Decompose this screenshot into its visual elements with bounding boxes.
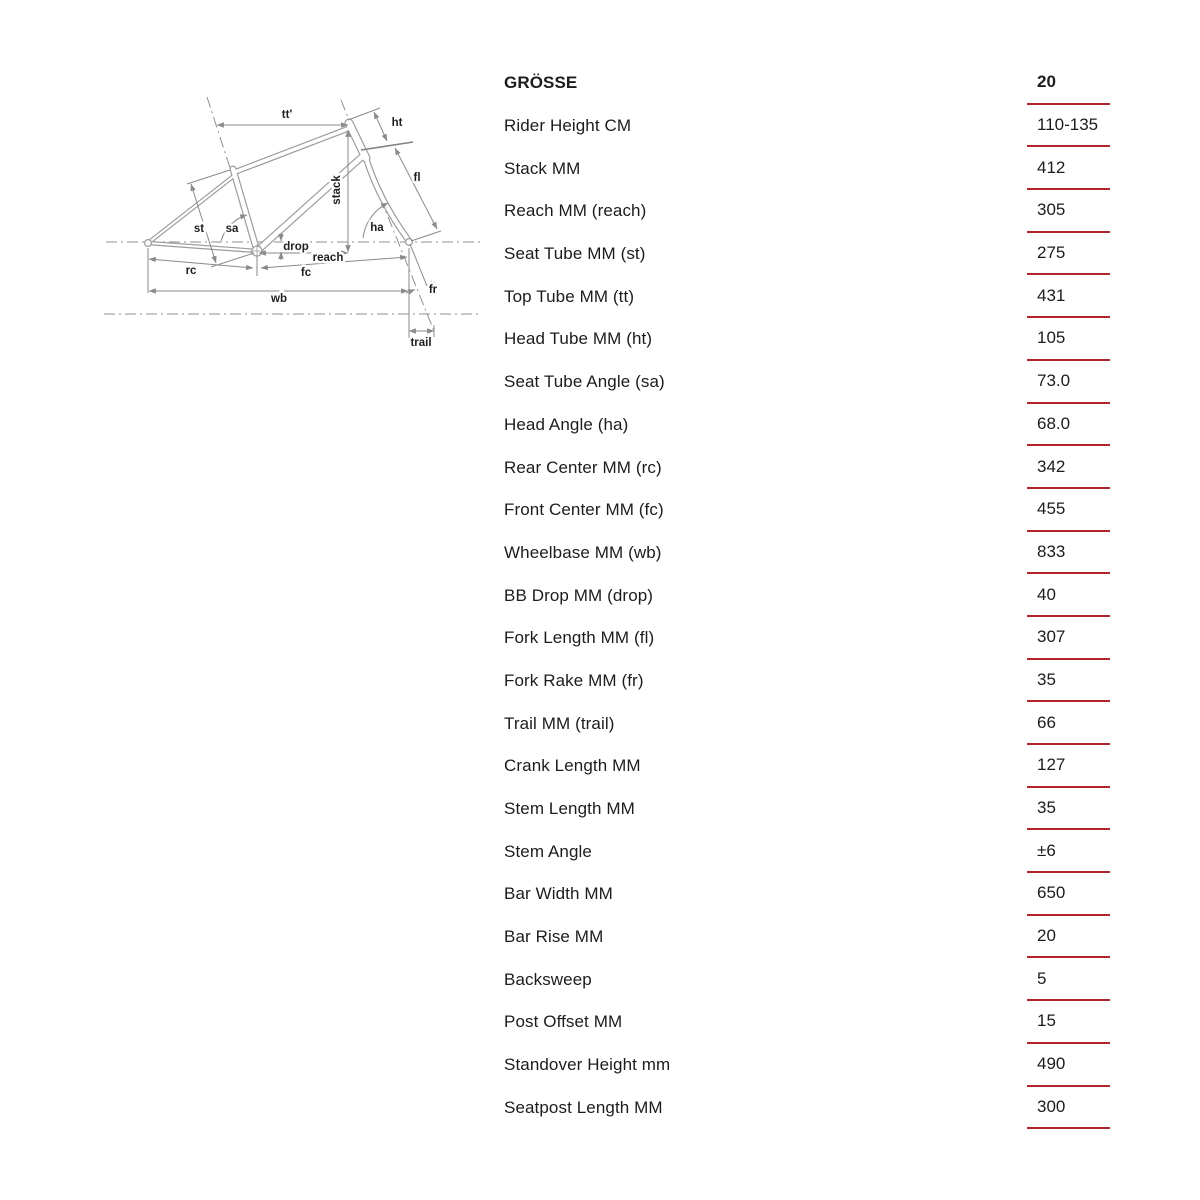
- st-label: st: [193, 223, 205, 235]
- row-value: 66: [1027, 702, 1110, 745]
- fl-label: fl: [413, 172, 421, 184]
- reach-label: reach: [312, 252, 344, 264]
- wb-label: wb: [271, 293, 287, 305]
- table-row: [504, 788, 1110, 831]
- ht-dim: [374, 112, 387, 141]
- row-value: 15: [1027, 1001, 1110, 1044]
- table-row: [504, 574, 1110, 617]
- table-row: [504, 404, 1110, 447]
- row-label: Top Tube MM (tt): [504, 286, 635, 306]
- row-label: Stem Length MM: [504, 799, 635, 819]
- row-value: 20: [1027, 916, 1110, 959]
- row-value: 35: [1027, 788, 1110, 831]
- table-row: [504, 745, 1110, 788]
- table-row: [504, 233, 1110, 276]
- table-row: [504, 147, 1110, 190]
- row-value: 35: [1027, 660, 1110, 703]
- table-row: [504, 702, 1110, 745]
- table-header-row: [504, 62, 1110, 105]
- row-value: 110-135: [1027, 105, 1110, 148]
- table-row: [504, 489, 1110, 532]
- table-row: [504, 1001, 1110, 1044]
- row-value: 275: [1027, 233, 1110, 276]
- row-value: 300: [1027, 1087, 1110, 1130]
- table-row: [504, 873, 1110, 916]
- row-value: 105: [1027, 318, 1110, 361]
- axis-centerlines: [104, 97, 480, 331]
- row-value: 650: [1027, 873, 1110, 916]
- fl-ext-bottom: [411, 231, 441, 241]
- stack-label: stack: [331, 175, 343, 205]
- row-label: Head Angle (ha): [504, 414, 629, 434]
- table-row: [504, 617, 1110, 660]
- row-value: 5: [1027, 958, 1110, 1001]
- trail-label: trail: [410, 337, 432, 349]
- table-row: [504, 361, 1110, 404]
- fc-label: fc: [300, 267, 312, 279]
- row-label: Standover Height mm: [504, 1055, 671, 1075]
- fork-parallel-line: [410, 244, 429, 291]
- fr-label: fr: [428, 284, 438, 296]
- bike-geometry-diagram: [0, 0, 505, 380]
- row-label: Fork Rake MM (fr): [504, 670, 644, 690]
- ha-label: ha: [370, 222, 384, 234]
- size-value-header: 20: [1027, 62, 1110, 105]
- crown-ext: [361, 142, 413, 150]
- table-row: [504, 1087, 1110, 1130]
- row-value: 833: [1027, 532, 1110, 575]
- row-value: 73.0: [1027, 361, 1110, 404]
- table-row: [504, 830, 1110, 873]
- row-label: Seat Tube MM (st): [504, 244, 646, 264]
- tt-label: tt': [281, 109, 293, 121]
- row-label: Rear Center MM (rc): [504, 457, 662, 477]
- row-label: Reach MM (reach): [504, 201, 647, 221]
- row-value: ±6: [1027, 830, 1110, 873]
- table-row: [504, 1044, 1110, 1087]
- size-column-header: GRÖSSE: [504, 73, 578, 93]
- sa-label: sa: [225, 223, 239, 235]
- frame-hubs: [145, 239, 413, 258]
- row-label: Seatpost Length MM: [504, 1097, 663, 1117]
- row-value: 455: [1027, 489, 1110, 532]
- row-label: Seat Tube Angle (sa): [504, 372, 665, 392]
- row-label: BB Drop MM (drop): [504, 585, 654, 605]
- front-dropout: [406, 239, 413, 246]
- table-row: [504, 660, 1110, 703]
- row-label: Bar Width MM: [504, 884, 613, 904]
- row-label: Fork Length MM (fl): [504, 628, 655, 648]
- row-label: Stack MM: [504, 158, 581, 178]
- row-value: 307: [1027, 617, 1110, 660]
- row-label: Backsweep: [504, 969, 592, 989]
- st-ext-bottom: [211, 253, 254, 267]
- row-label: Post Offset MM: [504, 1012, 623, 1032]
- row-label: Stem Angle: [504, 841, 592, 861]
- table-row: [504, 105, 1110, 148]
- row-label: Rider Height CM: [504, 116, 632, 136]
- row-value: 127: [1027, 745, 1110, 788]
- row-value: 40: [1027, 574, 1110, 617]
- row-label: Crank Length MM: [504, 756, 641, 776]
- row-value: 412: [1027, 147, 1110, 190]
- rc-dim: [149, 259, 253, 268]
- row-label: Trail MM (trail): [504, 713, 615, 733]
- rear-dropout: [145, 240, 152, 247]
- row-value: 490: [1027, 1044, 1110, 1087]
- row-value: 68.0: [1027, 404, 1110, 447]
- table-row: [504, 446, 1110, 489]
- table-row: [504, 532, 1110, 575]
- row-label: Bar Rise MM: [504, 927, 604, 947]
- table-row: [504, 958, 1110, 1001]
- table-row: [504, 275, 1110, 318]
- ht-label: ht: [391, 117, 403, 129]
- fl-dim: [395, 148, 437, 229]
- geometry-table: [504, 62, 1110, 1129]
- table-row: [504, 318, 1110, 361]
- row-label: Head Tube MM (ht): [504, 329, 653, 349]
- drop-label: drop: [283, 241, 309, 253]
- row-value: 305: [1027, 190, 1110, 233]
- row-value: 431: [1027, 275, 1110, 318]
- row-label: Front Center MM (fc): [504, 500, 664, 520]
- rc-label: rc: [185, 265, 197, 277]
- row-label: Wheelbase MM (wb): [504, 542, 662, 562]
- table-row: [504, 916, 1110, 959]
- table-row: [504, 190, 1110, 233]
- row-value: 342: [1027, 446, 1110, 489]
